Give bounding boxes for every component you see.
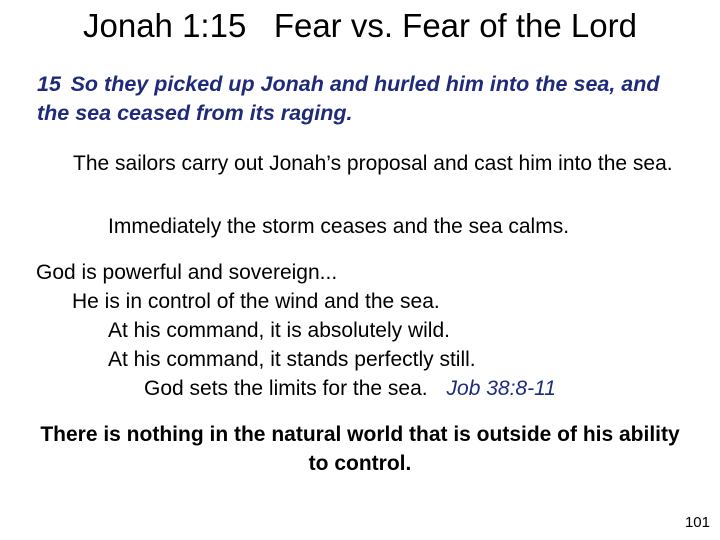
slide-title: Jonah 1:15 Fear vs. Fear of the Lord [83,7,637,44]
point-absolutely-wild: At his command, it is absolutely wild. [108,319,450,342]
point-god-sovereign: God is powerful and sovereign... [36,261,338,284]
verse-number: 15 [37,72,61,96]
point-sailors-cast-jonah: The sailors carry out Jonah’s proposal and cast him into the sea. [73,152,673,175]
verse-text-block [37,70,677,128]
point-storm-ceases: Immediately the storm ceases and the sea calms. [108,215,570,238]
point-control-wind-sea: He is in control of the wind and the sea. [72,290,440,313]
point-limits-for-sea [144,374,556,403]
verse-text: So they picked up Jonah and hurled him into the sea, and the sea ceased from its raging. [37,72,660,125]
page-number: 101 [684,514,710,531]
conclusion-statement: There is nothing in the natural world that is outside of his ability to control. [40,423,680,475]
limits-text: God sets the limits for the sea. [144,377,428,400]
point-perfectly-still: At his command, it stands perfectly still. [108,348,476,371]
scripture-reference: Job 38:8-11 [446,377,556,400]
